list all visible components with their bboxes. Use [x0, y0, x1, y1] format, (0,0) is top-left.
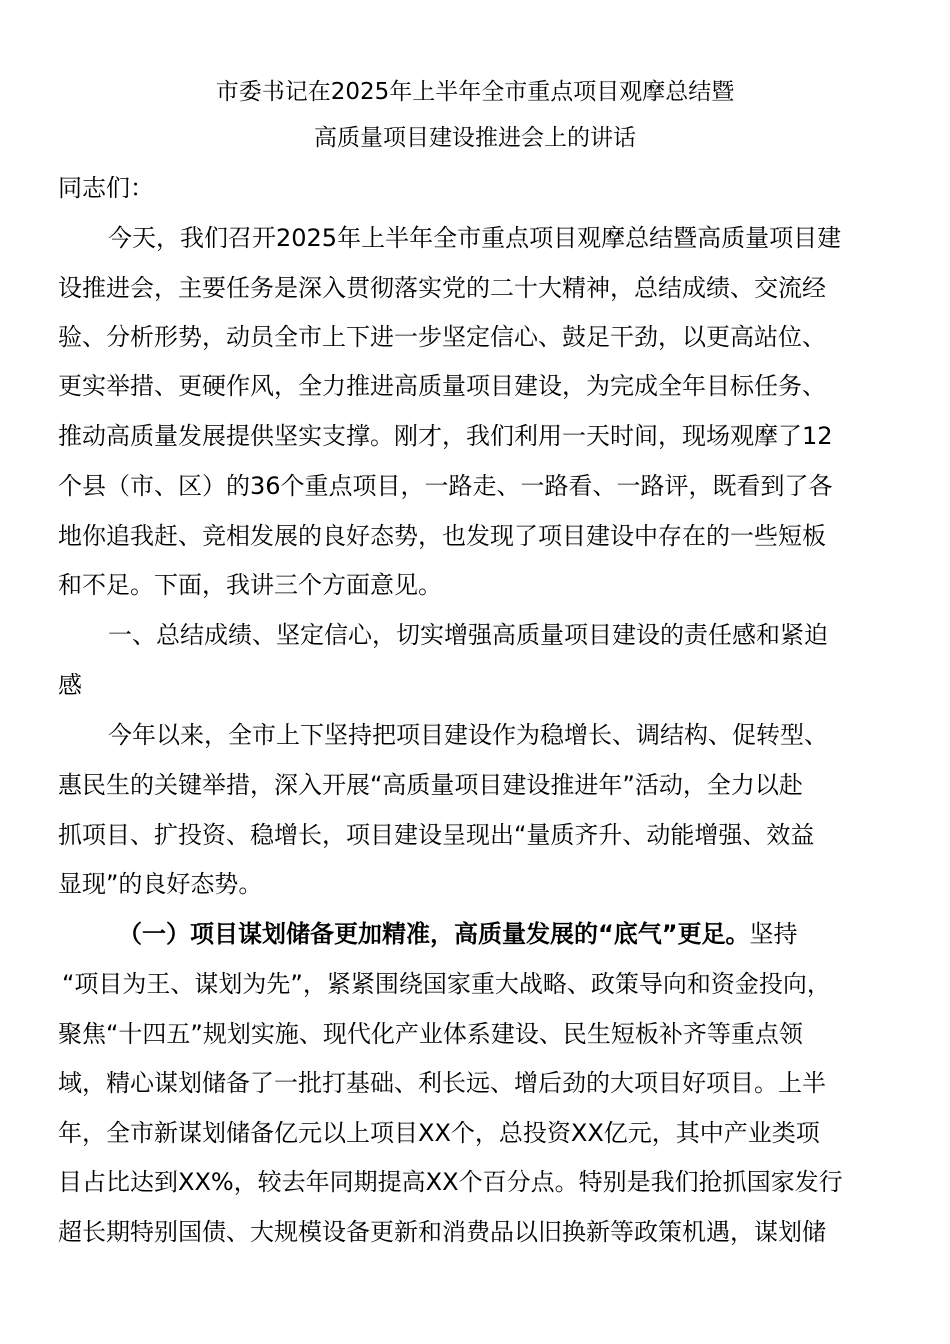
subsection-lead-text: 坚持	[749, 920, 798, 948]
body-line: 个县（市、区）的36个重点项目，一路走、一路看、一路评，既看到了各	[58, 472, 833, 500]
body-line: 年，全市新谋划储备亿元以上项目XX个，总投资XX亿元，其中产业类项	[58, 1119, 820, 1147]
body-line: 和不足。下面，我讲三个方面意见。	[58, 571, 442, 599]
body-line: 聚焦“十四五”规划实施、现代化产业体系建设、民生短板补齐等重点领	[58, 1020, 803, 1048]
subsection-heading: （一）项目谋划储备更加精准，高质量发展的“底气”更足。	[118, 920, 750, 948]
body-line: 惠民生的关键举措，深入开展“高质量项目建设推进年”活动，全力以赴	[58, 771, 803, 799]
body-line: 地你追我赶、竞相发展的良好态势，也发现了项目建设中存在的一些短板	[58, 522, 826, 550]
body-line: “项目为王、谋划为先”，紧紧围绕国家重大战略、政策导向和资金投向，	[62, 970, 831, 998]
subsection-line	[118, 918, 798, 950]
document-title-line-1: 市委书记在2025年上半年全市重点项目观摩总结暨	[215, 79, 735, 105]
body-line: 显现”的良好态势。	[58, 870, 263, 898]
body-line: 超长期特别国债、大规模设备更新和消费品以旧换新等政策机遇，谋划储	[58, 1218, 826, 1246]
section-heading-line: 感	[58, 671, 82, 699]
body-line: 抓项目、扩投资、稳增长，项目建设呈现出“量质齐升、动能增强、效益	[58, 821, 815, 849]
body-line: 今天，我们召开2025年上半年全市重点项目观摩总结暨高质量项目建	[108, 224, 842, 252]
body-line: 域，精心谋划储备了一批打基础、利长远、增后劲的大项目好项目。上半	[58, 1069, 826, 1097]
body-line: 推动高质量发展提供坚实支撑。刚才，我们利用一天时间，现场观摩了12	[58, 422, 833, 450]
document-title-line-2: 高质量项目建设推进会上的讲话	[314, 125, 636, 151]
body-line: 设推进会，主要任务是深入贯彻落实党的二十大精神，总结成绩、交流经	[58, 274, 826, 302]
body-line: 今年以来，全市上下坚持把项目建设作为稳增长、调结构、促转型、	[108, 721, 828, 749]
body-line: 验、分析形势，动员全市上下进一步坚定信心、鼓足干劲，以更高站位、	[58, 323, 826, 351]
body-line: 更实举措、更硬作风，全力推进高质量项目建设，为完成全年目标任务、	[58, 372, 826, 400]
salutation: 同志们：	[58, 174, 154, 202]
body-line: 目占比达到XX%，较去年同期提高XX个百分点。特别是我们抢抓国家发行	[58, 1168, 843, 1196]
section-heading-line: 一、总结成绩、坚定信心，切实增强高质量项目建设的责任感和紧迫	[108, 621, 828, 649]
